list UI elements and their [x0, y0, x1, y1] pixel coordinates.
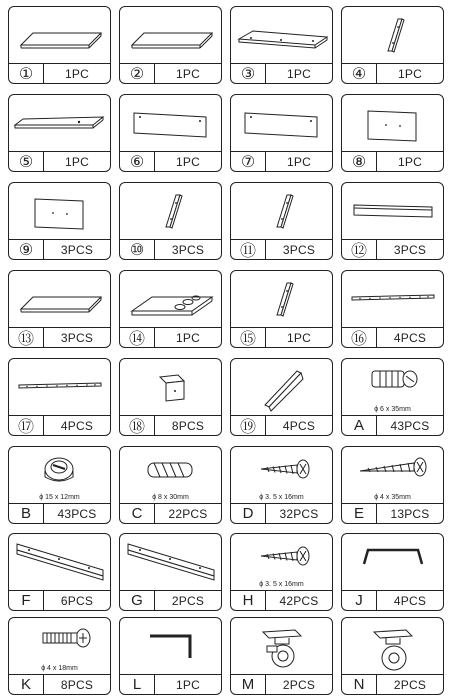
part-quantity: 1PC	[287, 330, 311, 345]
part-code: ⑰	[9, 416, 44, 435]
part-code: ⑮	[231, 328, 266, 347]
part-code: ⑱	[120, 416, 155, 435]
part-quantity: 1PC	[65, 154, 89, 169]
part-card	[341, 6, 444, 84]
part-quantity: 1PC	[176, 677, 200, 692]
part-footer	[342, 327, 443, 347]
part-footer	[9, 239, 110, 259]
part-card	[230, 182, 333, 260]
part-card	[119, 182, 222, 260]
part-footer	[120, 590, 221, 610]
part-footer	[9, 415, 110, 435]
part-code: J	[342, 591, 377, 610]
part-card	[341, 94, 444, 172]
part-code: ⑯	[342, 328, 377, 347]
part-card	[8, 6, 111, 84]
part-code: N	[342, 675, 377, 694]
part-illustration	[9, 183, 110, 240]
part-quantity: 1PC	[65, 66, 89, 81]
part-card	[8, 270, 111, 348]
part-illustration	[231, 183, 332, 240]
part-illustration	[120, 447, 221, 504]
part-footer	[9, 590, 110, 610]
part-code: ⑪	[231, 240, 266, 259]
part-footer	[342, 239, 443, 259]
part-card	[119, 358, 222, 436]
part-quantity: 13PCS	[390, 506, 430, 521]
part-quantity: 22PCS	[168, 506, 208, 521]
part-illustration	[9, 95, 110, 152]
part-code: ①	[9, 64, 44, 83]
part-footer	[342, 503, 443, 523]
part-card	[230, 94, 333, 172]
part-illustration	[120, 183, 221, 240]
part-quantity: 6PCS	[60, 593, 94, 608]
part-quantity: 3PCS	[393, 242, 427, 257]
part-illustration	[342, 618, 443, 675]
part-footer	[342, 674, 443, 694]
part-quantity: 1PC	[398, 66, 422, 81]
part-illustration	[231, 271, 332, 328]
part-footer	[231, 674, 332, 694]
part-card	[119, 94, 222, 172]
part-footer	[231, 503, 332, 523]
part-spec: ϕ 3. 5 x 16mm	[259, 581, 304, 588]
part-illustration	[231, 447, 332, 504]
part-quantity: 3PCS	[171, 242, 205, 257]
part-footer	[231, 151, 332, 171]
part-code: ③	[231, 64, 266, 83]
part-card	[230, 617, 333, 695]
part-card	[230, 270, 333, 348]
part-quantity: 2PCS	[393, 677, 427, 692]
part-illustration	[9, 359, 110, 416]
part-quantity: 1PC	[176, 66, 200, 81]
part-quantity: 1PC	[176, 330, 200, 345]
part-card	[341, 533, 444, 611]
part-quantity: 8PCS	[60, 677, 94, 692]
part-illustration	[342, 95, 443, 152]
part-card	[341, 446, 444, 524]
part-spec: ϕ 15 x 12mm	[39, 494, 80, 501]
part-code: F	[9, 591, 44, 610]
part-illustration	[342, 271, 443, 328]
part-quantity: 1PC	[287, 66, 311, 81]
part-card	[230, 6, 333, 84]
part-footer	[120, 63, 221, 83]
part-card	[8, 94, 111, 172]
part-illustration	[9, 534, 110, 591]
part-card	[119, 6, 222, 84]
part-illustration	[120, 271, 221, 328]
part-quantity: 2PCS	[171, 593, 205, 608]
part-footer	[9, 151, 110, 171]
part-card	[230, 358, 333, 436]
part-quantity: 42PCS	[279, 593, 319, 608]
part-code: ⑨	[9, 240, 44, 259]
part-illustration	[231, 618, 332, 675]
part-footer	[231, 327, 332, 347]
part-code: H	[231, 591, 266, 610]
part-quantity: 1PC	[176, 154, 200, 169]
part-code: ②	[120, 64, 155, 83]
part-code: C	[120, 504, 155, 523]
part-code: ⑤	[9, 152, 44, 171]
part-code: A	[342, 416, 377, 435]
part-spec: ϕ 3. 5 x 16mm	[259, 494, 304, 501]
part-footer	[342, 415, 443, 435]
part-code: ④	[342, 64, 377, 83]
part-footer	[9, 327, 110, 347]
part-illustration	[120, 359, 221, 416]
part-footer	[342, 63, 443, 83]
part-code: G	[120, 591, 155, 610]
part-footer	[231, 239, 332, 259]
part-footer	[120, 674, 221, 694]
part-footer	[9, 674, 110, 694]
part-footer	[120, 239, 221, 259]
part-code: L	[120, 675, 155, 694]
part-card	[341, 358, 444, 436]
part-illustration	[342, 534, 443, 591]
part-spec: ϕ 4 x 35mm	[374, 494, 411, 501]
part-card	[341, 270, 444, 348]
part-card	[8, 533, 111, 611]
part-code: ⑩	[120, 240, 155, 259]
part-card	[119, 270, 222, 348]
part-code: D	[231, 504, 266, 523]
part-card	[119, 617, 222, 695]
part-quantity: 4PCS	[60, 418, 94, 433]
part-quantity: 4PCS	[393, 593, 427, 608]
part-code: K	[9, 675, 44, 694]
part-illustration	[342, 7, 443, 64]
part-illustration	[231, 7, 332, 64]
part-code: M	[231, 675, 266, 694]
part-illustration	[342, 359, 443, 416]
part-illustration	[231, 359, 332, 416]
part-footer	[231, 590, 332, 610]
part-quantity: 4PCS	[282, 418, 316, 433]
part-quantity: 8PCS	[171, 418, 205, 433]
part-card	[230, 446, 333, 524]
part-quantity: 3PCS	[282, 242, 316, 257]
part-card	[341, 617, 444, 695]
part-code: ⑲	[231, 416, 266, 435]
part-card	[8, 446, 111, 524]
part-quantity: 4PCS	[393, 330, 427, 345]
part-illustration	[9, 618, 110, 675]
part-footer	[120, 503, 221, 523]
part-illustration	[231, 95, 332, 152]
part-code: ⑫	[342, 240, 377, 259]
part-code: ⑬	[9, 328, 44, 347]
part-illustration	[120, 95, 221, 152]
part-code: B	[9, 504, 44, 523]
part-illustration	[9, 447, 110, 504]
part-code: ⑦	[231, 152, 266, 171]
part-quantity: 32PCS	[279, 506, 319, 521]
part-quantity: 3PCS	[60, 330, 94, 345]
part-footer	[9, 503, 110, 523]
part-card	[8, 182, 111, 260]
part-illustration	[9, 271, 110, 328]
part-code: ⑧	[342, 152, 377, 171]
part-card	[341, 182, 444, 260]
part-footer	[231, 415, 332, 435]
part-illustration	[9, 7, 110, 64]
part-illustration	[231, 534, 332, 591]
part-card	[230, 533, 333, 611]
part-footer	[231, 63, 332, 83]
part-illustration	[120, 534, 221, 591]
part-code: ⑥	[120, 152, 155, 171]
part-card	[8, 358, 111, 436]
part-footer	[342, 590, 443, 610]
part-illustration	[120, 618, 221, 675]
part-quantity: 1PC	[398, 154, 422, 169]
part-footer	[9, 63, 110, 83]
part-footer	[342, 151, 443, 171]
part-quantity: 43PCS	[57, 506, 97, 521]
part-illustration	[342, 183, 443, 240]
part-spec: ϕ 8 x 30mm	[152, 494, 189, 501]
part-spec: ϕ 4 x 18mm	[41, 665, 78, 672]
part-illustration	[342, 447, 443, 504]
part-quantity: 1PC	[287, 154, 311, 169]
part-card	[119, 533, 222, 611]
part-code: ⑭	[120, 328, 155, 347]
part-card	[8, 617, 111, 695]
part-quantity: 2PCS	[282, 677, 316, 692]
part-card	[119, 446, 222, 524]
part-code: E	[342, 504, 377, 523]
part-quantity: 43PCS	[390, 418, 430, 433]
part-spec: ϕ 6 x 35mm	[374, 406, 411, 413]
part-quantity: 3PCS	[60, 242, 94, 257]
part-illustration	[120, 7, 221, 64]
part-footer	[120, 151, 221, 171]
part-footer	[120, 327, 221, 347]
part-footer	[120, 415, 221, 435]
